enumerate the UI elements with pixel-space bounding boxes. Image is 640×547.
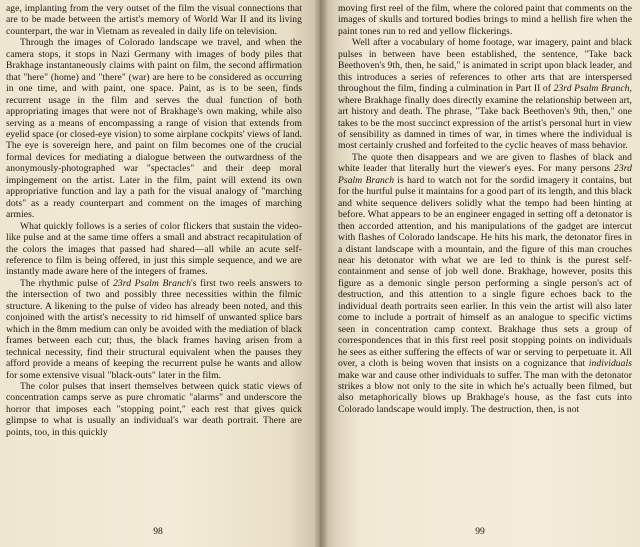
italic-title: individuals: [588, 358, 632, 370]
text-run: age, implanting from the very outset of the film the visual connections that are to be made between the artist's memory of World War II and its living counterpart, the war in Vietnam as revealed in daily life on television.: [6, 3, 302, 37]
paragraph: [6, 278, 302, 381]
italic-title: 23rd Psalm Branch: [338, 163, 632, 186]
page-number: 99: [475, 526, 485, 537]
text-run: , where Brakhage finally does directly examine the relationship between art, art history and death. The phrase, "Take back Beethoven's 9th, then," one takes to be the most succinct expression of the artist's personal hurt in view of sensibility as damned in times of war, in times where the individual is most certainly crushed and forfeited to the cyclic heaves of mass behavior.: [338, 83, 632, 152]
text-run: make war and cause other individuals to suffer. The man with the detonator strikes a blow not only to the site in which he's actually been filmed, but also metaphorically blows up Brakhage's house, as the fast cuts into Colorado landscape would imply. The destruction, then, is not: [338, 369, 632, 415]
paragraph: [338, 3, 632, 37]
text-run: The quote then disappears and we are given to flashes of black and white leader that literally hurt the viewer's eyes. For many persons: [338, 151, 632, 175]
right-page: [320, 0, 640, 547]
text-run: The rhythmic pulse of: [20, 277, 114, 289]
paragraph: [6, 3, 302, 37]
left-page-text: [6, 3, 302, 438]
italic-title: 23rd Psalm Branch: [553, 83, 630, 95]
text-run: is hard to watch not for the sordid imagery it contains, but for the hurtful pulse it maintains for a good part of its length, and this black and white sequence delivers solidly what the tempo had been hinting at before. What appears to be an engineer engaged in setting off a detonator is then accorded attention, and his manipulations of the gadget are intercut with flashes of Colorado landscape. He hits his mark, the detonator fires in a distant landscape with a mountain, and the figure of this man crouches near his detonator with what we are led to think is the purest self-containment and sense of job well done. Brakhage, however, posits this figure as a demonic single person performing a single person's act of destruction, and this attention to a single figure echoes back to the individual death portraits seen earlier. In this vein the artist will also later come to include a portrait of himself as an analogue to specific victims seen in concentration camp context. Brakhage thus sets a group of correspondences that in this first reel posit stopping points on individuals he sees as either suffering the effects of war or serving to perpetuate it. All over, a cloth is being woven that insists on a cognizance that: [338, 174, 632, 370]
paragraph: [6, 37, 302, 220]
paragraph: [338, 37, 632, 152]
paragraph: [338, 152, 632, 415]
text-run: moving first reel of the film, where the colored paint that comments on the images of skulls and tortured bodies brings to mind a hellish fire when the paint tones run to red and yellow flickerings.: [338, 3, 632, 37]
text-run: Well after a vocabulary of home footage, war imagery, paint and black pulses in between have been established, the sentence, "Take back Beethoven's 9th, then, he said," is animated in script upon black leader, and this introduces a series of references to other arts that are interspersed throughout the film, finding a culmination in Part II of: [338, 37, 632, 95]
paragraph: [6, 381, 302, 438]
paragraph: [6, 221, 302, 278]
text-run: 's first two reels answers to the intersection of two and possibly three necessities within the filmic structure. A likening to the pulse of video has already been noted, and this conjoined with the artist's necessity to rid himself of unwanted splice bars which in the 8mm medium can only be avoided with the mediation of black frames between each cut; thus, the black frames having arisen from a technical necessity, find their structural equivalent when the pauses they afford provide a means of keeping the recurrent pulse he wants and allow for some extensive visual "black-outs" later in the film.: [6, 277, 302, 381]
text-run: What quickly follows is a series of color flickers that sustain the video-like pulse and at the same time offers a small and abstract recapitulation of the colors the images that passed had shared—all while an acute self-reference to film is being offered, in just this simple sequence, and we are instantly made aware here of the integers of frames.: [6, 220, 302, 278]
text-run: The color pulses that insert themselves between quick static views of concentration camps serve as pure chromatic "alarms" and underscore the horror that imposes each "stopping point," each rest that gives quick glimpse to what is usually an individual's war death portrait. There are points, too, in this quickly: [6, 380, 302, 438]
italic-title: 23rd Psalm Branch: [113, 277, 192, 289]
right-page-text: [338, 3, 632, 415]
text-run: Through the images of Colorado landscape we travel, and when the camera stops, it stops in Nazi Germany with images of body piles that Brakhage instantaneously claims with paint on film, the second affirmation that "here" (home) and "there" (war) are here to be considered as occurring in one time, and with paint, one space. Paint, as is to be seen, finds recurrent usage in the film and serves the dual function of both appropriating images that were not of Brakhage's own making, while also serving as a means of encompassing a range of vision that extends from eyelid space (or closed-eye vision) to some airplane cockpits' views of land. The eye is sovereign here, and paint on film becomes one of the crucial formal devices for mediating a dialogue between the outwardness of the anonymously-photographed war "spectacles" and their deep moral impingement on the artist. Later in the film, paint will extend its own appropriative function and lay a path for the visual analogy of "marching dots" as a ready counterpart and comment on the images of marching armies.: [6, 37, 302, 221]
page-number: 98: [153, 526, 163, 537]
